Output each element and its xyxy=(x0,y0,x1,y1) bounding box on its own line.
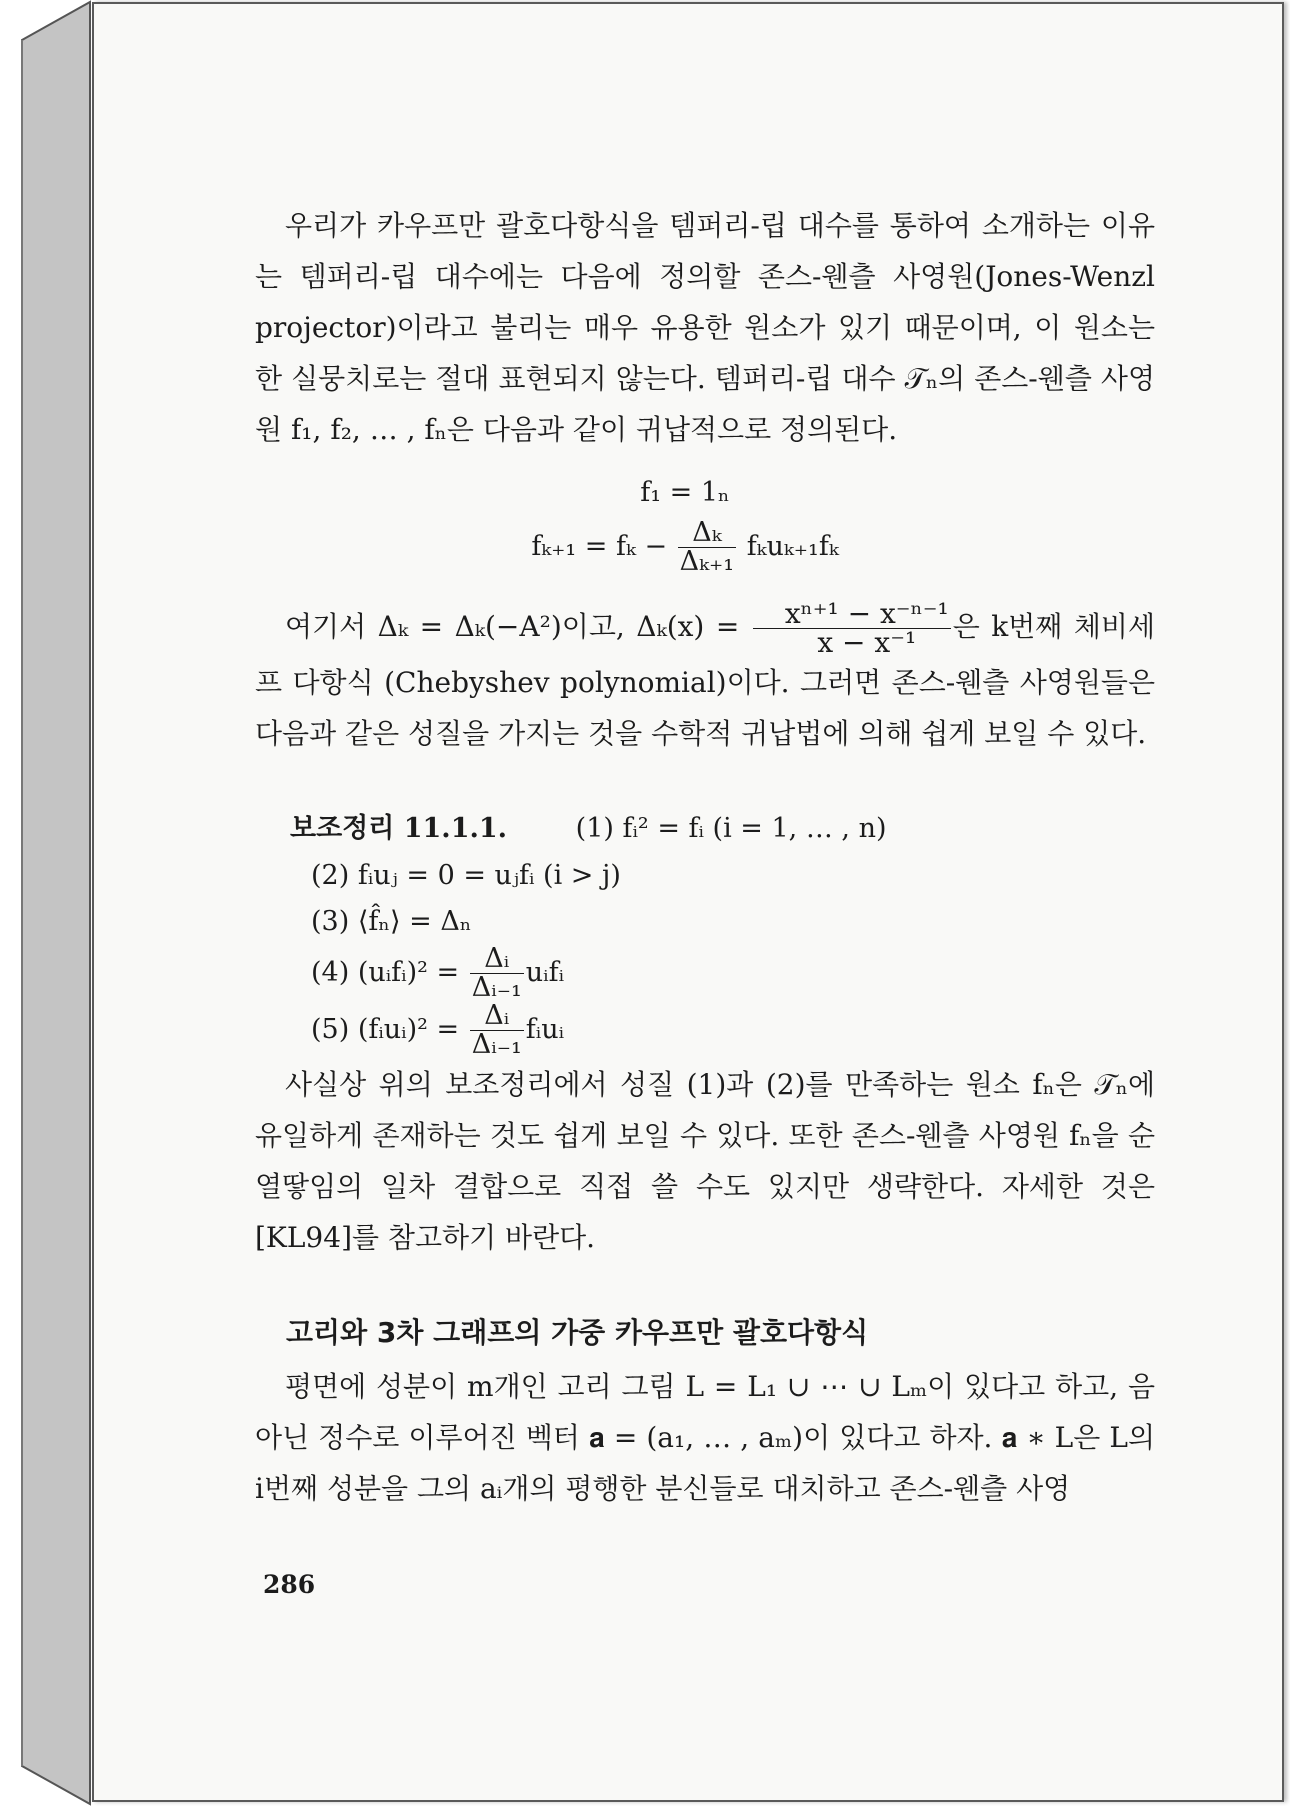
lemma-item-4-numerator: Δᵢ xyxy=(470,945,524,974)
recursion-rhs: fₖuₖ₊₁fₖ xyxy=(746,531,839,562)
lemma-item-4-denominator: Δᵢ₋₁ xyxy=(471,972,522,1003)
lemma-item-4 xyxy=(311,945,1155,1002)
lemma-item-5-numerator: Δᵢ xyxy=(470,1002,524,1031)
recursion-lhs: fₖ₊₁ = fₖ − xyxy=(531,531,668,562)
lemma-item-2: (2) fᵢuⱼ = 0 = uⱼfᵢ (i > j) xyxy=(311,860,621,891)
recursion-denominator: Δₖ₊₁ xyxy=(679,546,735,577)
lemma-header xyxy=(290,805,1155,853)
paragraph-intro: 우리가 카우프만 괄호다항식을 템퍼리-립 대수를 통하여 소개하는 이유는 템퍼리-립 대수에는 다음에 정의할 존스-웬츨 사영원(Jones-Wenzl projector)이라고 불리는 매우 유용한 원소가 있기 때문이며, 이 원소는 한 실뭉치로는 절대 표현되지 않는다. 템퍼리-립 대수 𝒯ₙ의 존스-웬츨 사영원 f₁, f₂, … , fₙ은 다음과 같이 귀납적으로 정의된다. xyxy=(255,209,1155,446)
recursion-fraction xyxy=(678,519,736,576)
lemma-item-5-lhs: (5) (fᵢuᵢ)² = xyxy=(311,1014,460,1045)
paragraph-uniqueness: 사실상 위의 보조정리에서 성질 (1)과 (2)를 만족하는 원소 fₙ은 𝒯ₙ에 유일하게 존재하는 것도 쉽게 보일 수 있다. 또한 존스-웬츨 사영원 fₙ을 순열땋임의 일차 결합으로 직접 쓸 수도 있지만 생략한다. 자세한 것은 [KL94]를 참고하기 바란다. xyxy=(255,1068,1155,1254)
lemma-item-5-fraction xyxy=(470,1002,524,1059)
lemma-item-4-rhs: uᵢfᵢ xyxy=(525,957,565,988)
lemma-item-3: (3) ⟨f̂ₙ⟩ = Δₙ xyxy=(311,906,472,937)
chebyshev-lead: 여기서 Δₖ = Δₖ(−A²)이고, Δₖ(x) = xyxy=(285,610,740,643)
paragraph-chebyshev xyxy=(255,597,1155,759)
recursion-numerator: Δₖ xyxy=(678,519,736,548)
page-number: 286 xyxy=(263,1570,316,1599)
lemma-item-4-lhs: (4) (uᵢfᵢ)² = xyxy=(311,957,460,988)
paragraph-weighted: 평면에 성분이 m개인 고리 그림 L = L₁ ∪ ⋯ ∪ Lₘ이 있다고 하고, 음 아닌 정수로 이루어진 벡터 𝐚 = (a₁, … , aₘ)이 있다고 하자. 𝐚 ∗ L은 L의 i번째 성분을 그의 aᵢ개의 평행한 분신들로 대치하고 존스-웬츨 사영 xyxy=(255,1370,1156,1505)
lemma-block xyxy=(255,805,1155,1059)
book-spine xyxy=(0,0,92,1806)
chebyshev-tail: 은 k번째 체비세프 다항식 (Chebyshev polynomial)이다. 그러면 존스-웬츨 사영원들은 다음과 같은 성질을 가지는 것을 수학적 귀납법에 의해 쉽게 보일 수 있다. xyxy=(255,610,1155,750)
lemma-item-5-rhs: fᵢuᵢ xyxy=(525,1014,565,1045)
lemma-title: 보조정리 11.1.1. xyxy=(290,813,508,844)
chebyshev-fraction xyxy=(753,597,951,659)
lemma-item-1: (1) fᵢ² = fᵢ (i = 1, … , n) xyxy=(575,813,887,844)
equation-f1: f₁ = 1ₙ xyxy=(640,477,730,508)
section-heading: 고리와 3차 그래프의 가중 카우프만 괄호다항식 xyxy=(286,1316,869,1349)
definition-equations xyxy=(255,467,1155,576)
equation-recursion xyxy=(215,519,1155,576)
lemma-item-4-fraction xyxy=(470,945,524,1002)
lemma-item-5 xyxy=(311,1002,1155,1059)
chebyshev-denominator: x − x⁻¹ xyxy=(817,626,917,659)
page-content xyxy=(255,200,1155,1514)
chebyshev-numerator: xⁿ⁺¹ − x⁻ⁿ⁻¹ xyxy=(753,600,951,629)
lemma-item-5-denominator: Δᵢ₋₁ xyxy=(471,1029,522,1060)
